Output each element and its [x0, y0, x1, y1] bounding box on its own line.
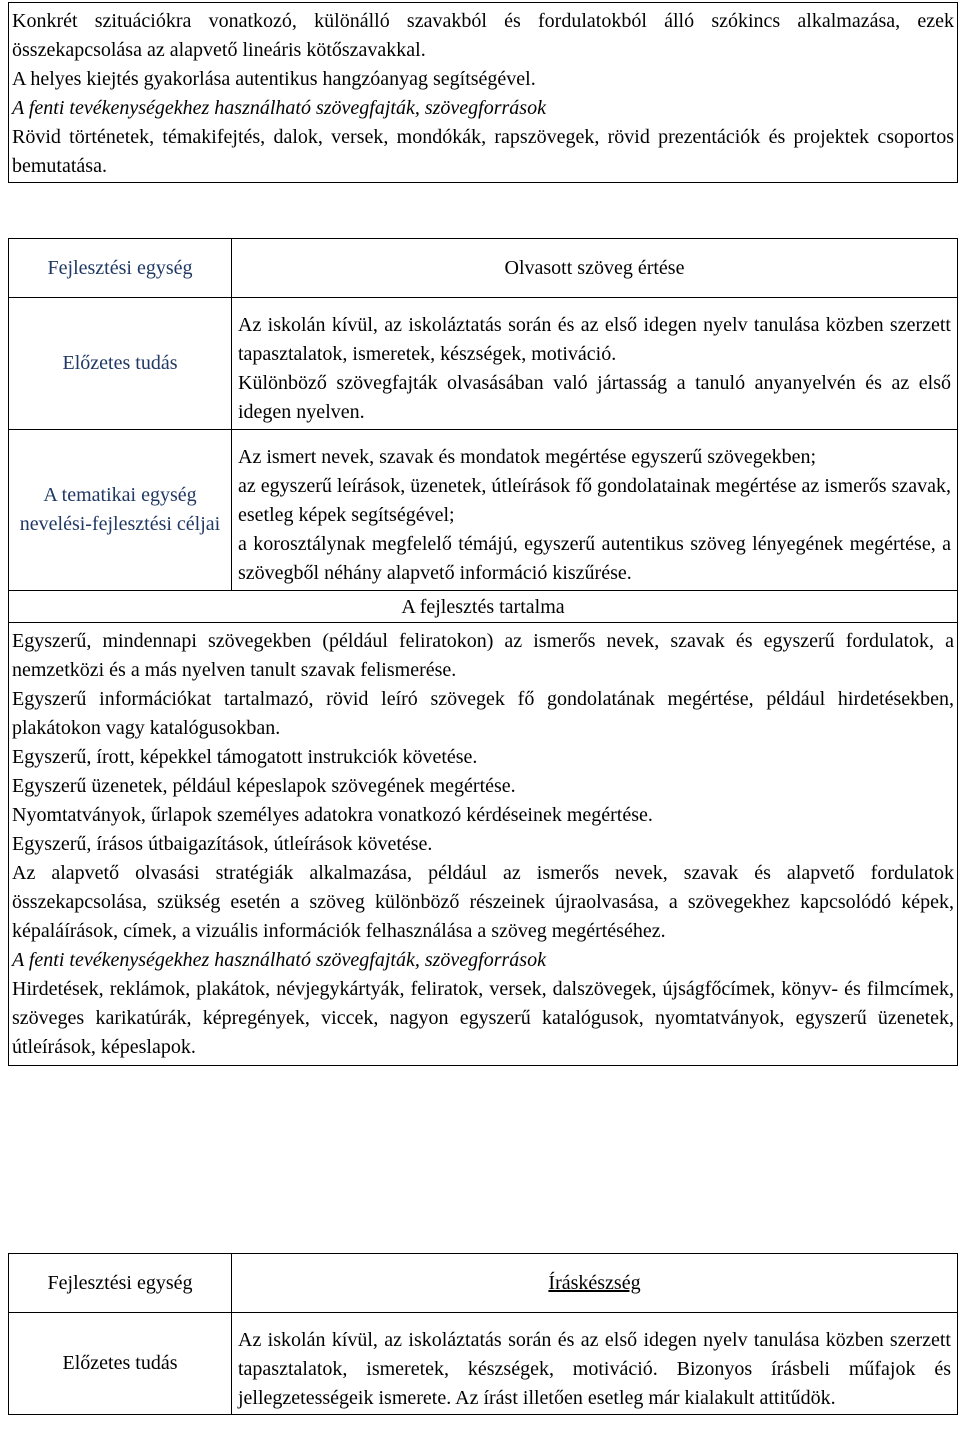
paragraph: az egyszerű leírások, üzenetek, útleírások fő gondolatainak megértése az ismerős szavak, esetleg képek segítségével; [238, 475, 951, 526]
paragraph: Az alapvető olvasási stratégiák alkalmazása, például az ismerős nevek, szavak és alapvető fordulatok összekapcsolása, szükség esetén a szöveg különböző részeinek újraolvasása, a szövegekhez kapcsolódó képek, képaláírások, címek, a vizuális információk felhasználása a szöveg megértéséhez. [12, 862, 954, 942]
prior-knowledge-label-cell [9, 1313, 232, 1415]
paragraph: Egyszerű, mindennapi szövegekben (például feliratokon) az ismerős nevek, szavak és egyszerű fordulatok, a nemzetközi és a más nyelven tanult szavak felismerése. [12, 630, 954, 681]
table-continuation [8, 2, 958, 183]
development-unit-table-reading [8, 238, 958, 1066]
prior-knowledge-label-cell [9, 298, 232, 430]
prior-knowledge-text-cell [232, 298, 958, 430]
development-unit-table-writing [8, 1253, 958, 1415]
unit-title: Olvasott szöveg értése [504, 256, 685, 279]
prior-knowledge-label: Előzetes tudás [62, 1352, 178, 1374]
content-heading: A fejlesztés tartalma [401, 596, 565, 618]
paragraph: Egyszerű, írásos útbaigazítások, útleírások követése. [12, 833, 433, 855]
unit-title-cell [232, 1254, 958, 1313]
text-sources-subheading: A fenti tevékenységekhez használható szövegfajták, szövegforrások [12, 97, 546, 119]
paragraph: Egyszerű üzenetek, például képeslapok szövegének megértése. [12, 775, 516, 797]
goals-label: A tematikai egység nevelési-fejlesztési céljai [19, 484, 221, 535]
paragraph: Különböző szövegfajták olvasásában való jártasság a tanuló anyanyelvén és az első idegen nyelven. [238, 372, 951, 423]
unit-title-cell [232, 239, 958, 298]
paragraph: A helyes kiejtés gyakorlása autentikus hangzóanyag segítségével. [12, 68, 536, 90]
paragraph: Az iskolán kívül, az iskoláztatás során és az első idegen nyelv tanulása közben szerzett tapasztalatok, ismeretek, készségek, motiváció. Bizonyos írásbeli műfajok és jellegzetességeik ismerete. Az írást illetően esetleg már kialakult attitűdök. [238, 1329, 951, 1409]
text-sources-list: Hirdetések, reklámok, plakátok, névjegykártyák, feliratok, versek, dalszövegek, újságfőcímek, könyv- és filmcímek, szöveges karikatúrák, képregények, viccek, nagyon egyszerű katalógusok, nyomtatványok, egyszerű üzenetek, útleírások, képeslapok. [12, 978, 954, 1058]
prior-knowledge-text-cell [232, 1313, 958, 1415]
unit-label: Fejlesztési egység [47, 256, 193, 279]
unit-label-cell [9, 1254, 232, 1313]
prior-knowledge-label: Előzetes tudás [62, 352, 178, 374]
paragraph: Nyomtatványok, űrlapok személyes adatokra vonatkozó kérdéseinek megértése. [12, 804, 653, 826]
paragraph: Egyszerű információkat tartalmazó, rövid leíró szövegek fő gondolatának megértése, például hirdetésekben, plakátokon vagy katalógusokban. [12, 688, 954, 739]
goals-label-cell [9, 430, 232, 591]
unit-title: Íráskészség [548, 1271, 641, 1294]
unit-label: Fejlesztési egység [47, 1271, 193, 1294]
paragraph: Az ismert nevek, szavak és mondatok megértése egyszerű szövegekben; [238, 446, 817, 468]
unit-label-cell [9, 239, 232, 298]
paragraph: Egyszerű, írott, képekkel támogatott instrukciók követése. [12, 746, 478, 768]
text-sources-subheading: A fenti tevékenységekhez használható szövegfajták, szövegforrások [12, 949, 546, 971]
paragraph: Konkrét szituációkra vonatkozó, különálló szavakból és fordulatokból álló szókincs alkalmazása, ezek összekapcsolása az alapvető lineáris kötőszavakkal. [12, 10, 954, 61]
content-body-cell [9, 623, 958, 1066]
continuation-cell [9, 3, 958, 183]
content-heading-cell [9, 591, 958, 623]
paragraph: Az iskolán kívül, az iskoláztatás során és az első idegen nyelv tanulása közben szerzett tapasztalatok, ismeretek, készségek, motiváció. [238, 314, 951, 365]
text-sources-list: Rövid történetek, témakifejtés, dalok, versek, mondókák, rapszövegek, rövid prezentációk és projektek csoportos bemutatása. [12, 126, 954, 177]
goals-text-cell [232, 430, 958, 591]
paragraph: a korosztálynak megfelelő témájú, egyszerű autentikus szöveg lényegének megértése, a szövegből néhány alapvető információ kiszűrése. [238, 533, 951, 584]
